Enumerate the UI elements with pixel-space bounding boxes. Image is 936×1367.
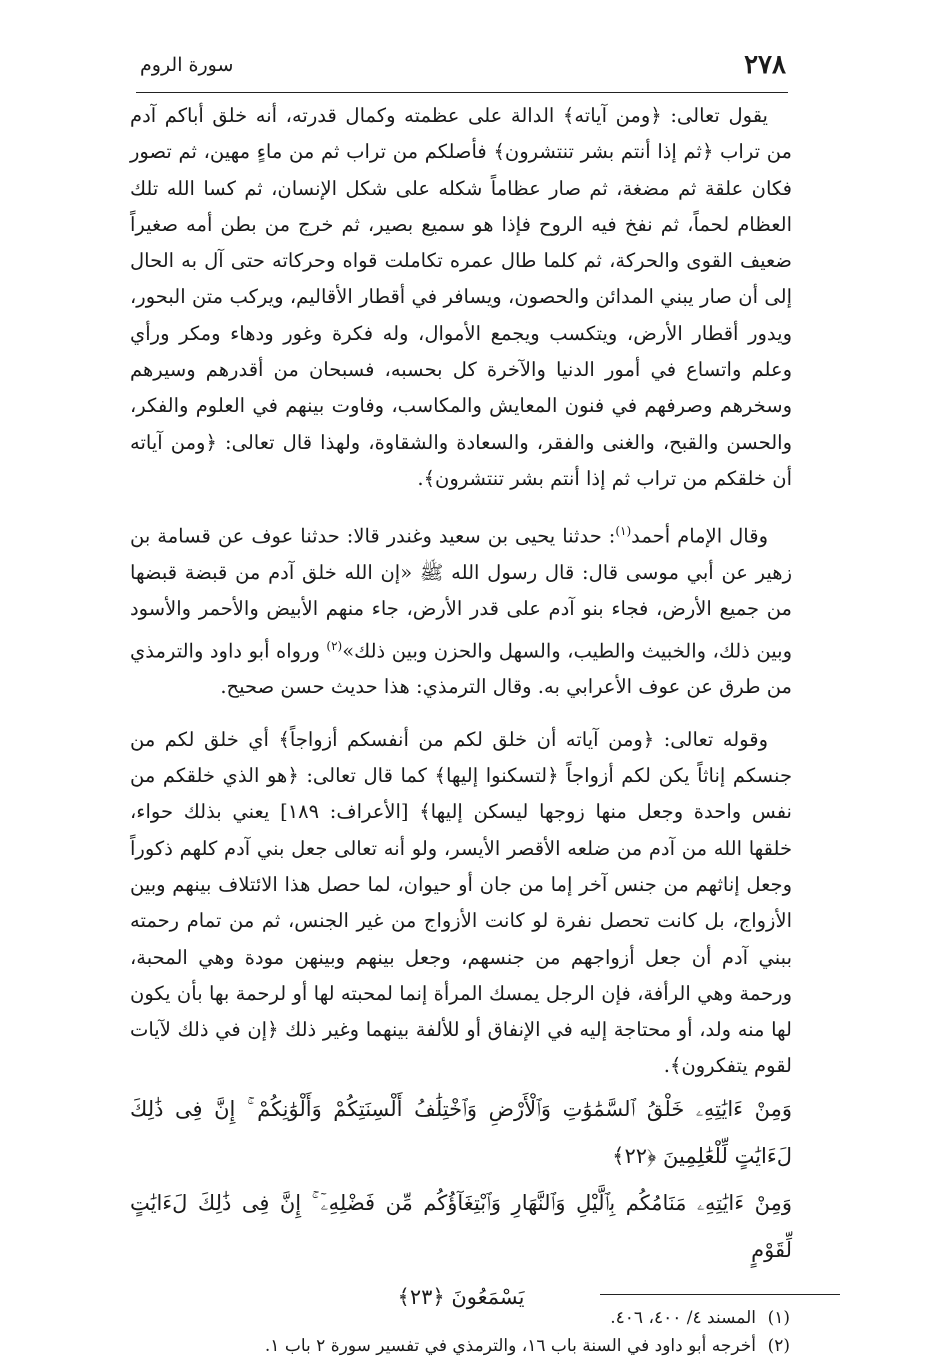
surah-title: سورة الروم <box>140 54 234 76</box>
footnote-ref-2: (٢) <box>326 638 343 653</box>
footnote-1-number: (١) <box>767 1308 790 1328</box>
footnote-divider <box>600 1294 840 1295</box>
tafsir-text <box>130 98 792 1085</box>
footnote-1 <box>140 1304 790 1332</box>
footnote-2-number: (٢) <box>767 1336 790 1356</box>
verse-line-3: يَسْمَعُونَ ﴿٢٣﴾ <box>397 1285 525 1309</box>
paragraph-2-middle: : حدثنا يحيى بن سعيد وغندر قالا: حدثنا عوف عن قسامة بن زهير عن أبي موسى قال: قال رسول الله ﷺ «إن الله خلق آدم من قبضة قبضها من جميع الأرض، فجاء بنو آدم على قدر الأرض، جاء منهم الأبيض والأحمر والأسود وبين ذلك، والخبيث والطيب، والسهل والحزن وبين ذلك» <box>130 524 792 663</box>
footnotes <box>140 1304 790 1360</box>
footnote-1-text: المسند ٤/ ٤٠٠، ٤٠٦. <box>610 1308 756 1328</box>
paragraph-2-start: وقال الإمام أحمد <box>631 524 768 548</box>
verse-line-1: وَمِنْ ءَايَٰتِهِۦ خَلْقُ ٱلسَّمَٰوَٰتِ وَٱلْأَرْضِ وَٱخْتِلَٰفُ أَلْسِنَتِكُمْ وَأَلْوَٰنِكُمْ ۚ إِنَّ فِى ذَٰلِكَ لَءَايَٰتٍ لِّلْعَٰلِمِينَ ﴿٢٢﴾ <box>130 1097 792 1168</box>
header-divider <box>136 92 788 93</box>
paragraph-2 <box>130 513 792 705</box>
paragraph-1: يقول تعالى: ﴿ومن آياته﴾ الدالة على عظمته وكمال قدرته، أنه خلق أباكم آدم من تراب ﴿ثم إذا أنتم بشر تنتشرون﴾ فأصلكم من تراب ثم من ماءٍ مهين، ثم تصور فكان علقة ثم مضغة، ثم صار عظاماً شكله على شكل الإنسان، ثم كسا الله تلك العظام لحماً، ثم نفخ فيه الروح فإذا هو سميع بصير، ثم خرج من بطن أمه صغيراً ضعيف القوى والحركة، ثم كلما طال عمره تكاملت قواه وحركاته حتى آل به الحال إلى أن صار يبني المدائن والحصون، ويسافر في أقطار الأقاليم، ويركب متن البحور، ويدور أقطار الأرض، ويتكسب ويجمع الأموال، وله فكرة وغور ودهاء ومكر ورأي وعلم واتساع في أمور الدنيا والآخرة كل بحسبه، فسبحان من أقدرهم وسيرهم وسخرهم وصرفهم في فنون المعايش والمكاسب، وفاوت بينهم في العلوم والفكر، والحسن والقبح، والغنى والفقر، والسعادة والشقاوة، ولهذا قال تعالى: ﴿ومن آياته أن خلقكم من تراب ثم إذا أنتم بشر تنتشرون﴾. <box>130 104 792 490</box>
verse-line-2: وَمِنْ ءَايَٰتِهِۦ مَنَامُكُم بِٱلَّيْلِ وَٱلنَّهَارِ وَٱبْتِغَآؤُكُم مِّن فَضْلِهِۦٓ ۚ إِنَّ فِى ذَٰلِكَ لَءَايَٰتٍ لِّقَوْمٍ <box>130 1191 792 1262</box>
paragraph-3: وقوله تعالى: ﴿ومن آياته أن خلق لكم من أنفسكم أزواجاً﴾ أي خلق لكم من جنسكم إناثاً يكن لكم أزواجاً ﴿لتسكنوا إليها﴾ كما قال تعالى: ﴿هو الذي خلقكم من نفس واحدة وجعل منها زوجها ليسكن إليها﴾ [الأعراف: ١٨٩] يعني بذلك حواء، خلقها الله من آدم من ضلعه الأقصر الأيسر، ولو أنه تعالى جعل بني آدم كلهم ذكوراً وجعل إناثهم من جنس آخر إما من جان أو حيوان، لما حصل هذا الائتلاف بينهم وبين الأزواج، بل كانت تحصل نفرة لو كانت الأزواج من غير الجنس، ثم من تمام رحمته ببني آدم أن جعل أزواجهم من جنسهم، وجعل بينهم وبينهن مودة وهي المحبة، ورحمة وهي الرأفة، فإن الرجل يمسك المرأة إنما لمحبته لها أو لرحمة بها بأن يكون لها منه ولد، أو محتاجة إليه في الإنفاق أو للألفة بينهما وغير ذلك ﴿إن في ذلك لآيات لقوم يتفكرون﴾. <box>130 727 792 1078</box>
paragraph-2-end: ورواه أبو داود والترمذي من طرق عن عوف الأعرابي به. وقال الترمذي: هذا حديث حسن صحيح. <box>130 639 792 699</box>
footnote-ref-1: (١) <box>615 524 632 539</box>
footnote-2-text: أخرجه أبو داود في السنة باب ١٦، والترمذي في تفسير سورة ٢ باب ١. <box>264 1336 756 1356</box>
page-number: ٢٧٨ <box>744 50 786 80</box>
footnote-2 <box>140 1332 790 1360</box>
quran-verses <box>130 1086 792 1321</box>
page-header <box>140 50 786 92</box>
